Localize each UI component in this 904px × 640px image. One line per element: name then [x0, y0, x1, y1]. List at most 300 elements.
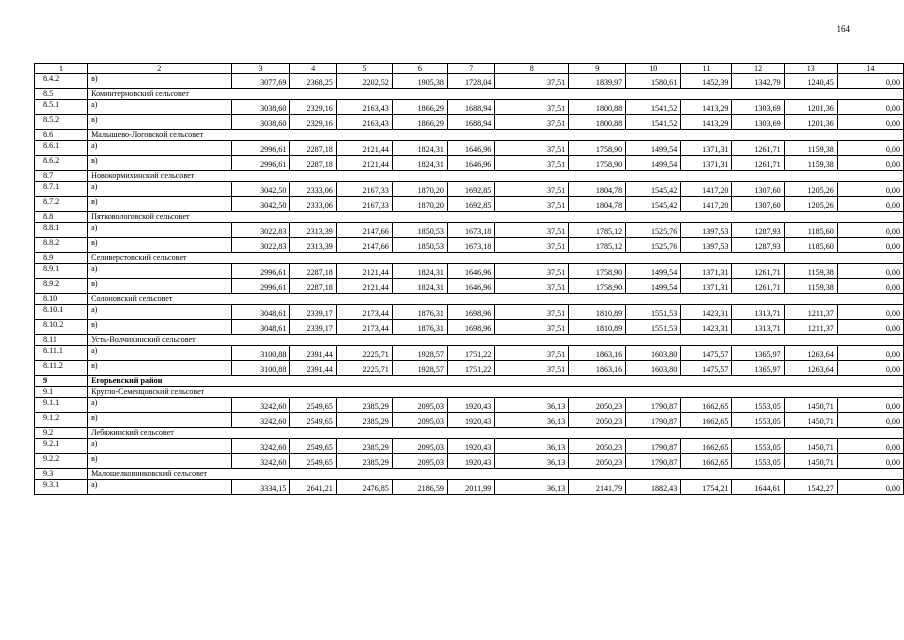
column-header: 4	[290, 64, 336, 74]
row-code: 9.1.2	[35, 413, 88, 428]
section-code: 9.2	[35, 428, 88, 439]
value-cell: 36,13	[495, 413, 569, 428]
value-cell: 2287,18	[290, 156, 336, 171]
column-header: 2	[88, 64, 231, 74]
row-letter: в)	[88, 320, 231, 335]
value-cell: 2329,16	[290, 100, 336, 115]
section-row	[35, 387, 904, 398]
value-cell: 37,51	[495, 197, 569, 212]
row-code: 8.7.2	[35, 197, 88, 212]
value-cell: 2339,17	[290, 320, 336, 335]
column-header: 9	[569, 64, 626, 74]
value-cell: 2163,43	[336, 100, 392, 115]
table-row	[35, 115, 904, 130]
column-header: 5	[336, 64, 392, 74]
value-cell: 2121,44	[336, 279, 392, 294]
table-row	[35, 74, 904, 89]
row-letter: а)	[88, 223, 231, 238]
value-cell: 1603,80	[626, 346, 681, 361]
row-letter: а)	[88, 305, 231, 320]
value-cell: 1920,43	[447, 454, 494, 469]
column-header: 3	[231, 64, 290, 74]
value-cell: 1211,37	[784, 320, 837, 335]
table-row	[35, 413, 904, 428]
value-cell: 1800,88	[569, 115, 626, 130]
value-cell: 2333,06	[290, 182, 336, 197]
value-cell: 37,51	[495, 279, 569, 294]
value-cell: 37,51	[495, 361, 569, 376]
table-row	[35, 361, 904, 376]
value-cell: 1397,53	[681, 238, 732, 253]
value-cell: 1371,31	[681, 279, 732, 294]
value-cell: 2167,33	[336, 182, 392, 197]
value-cell: 1475,57	[681, 346, 732, 361]
value-cell: 1545,42	[626, 182, 681, 197]
value-cell: 2147,66	[336, 223, 392, 238]
value-cell: 1303,69	[732, 115, 784, 130]
value-cell: 1417,20	[681, 182, 732, 197]
value-cell: 1499,54	[626, 264, 681, 279]
value-cell: 1545,42	[626, 197, 681, 212]
value-cell: 3242,60	[231, 454, 290, 469]
value-cell: 1261,71	[732, 279, 784, 294]
row-letter: а)	[88, 480, 231, 495]
value-cell: 0,00	[837, 197, 903, 212]
row-code: 8.8.1	[35, 223, 88, 238]
value-cell: 1159,38	[784, 264, 837, 279]
value-cell: 1790,87	[626, 398, 681, 413]
column-header: 14	[837, 64, 903, 74]
value-cell: 0,00	[837, 141, 903, 156]
value-cell: 3042,50	[231, 197, 290, 212]
value-cell: 3242,60	[231, 398, 290, 413]
value-cell: 2329,16	[290, 115, 336, 130]
value-cell: 1159,38	[784, 279, 837, 294]
table-row	[35, 454, 904, 469]
row-letter: в)	[88, 279, 231, 294]
value-cell: 1185,60	[784, 238, 837, 253]
value-cell: 1824,31	[392, 264, 447, 279]
value-cell: 3242,60	[231, 413, 290, 428]
value-cell: 1205,26	[784, 197, 837, 212]
value-cell: 2050,23	[569, 454, 626, 469]
value-cell: 2333,06	[290, 197, 336, 212]
value-cell: 1541,52	[626, 100, 681, 115]
value-cell: 1313,71	[732, 305, 784, 320]
value-cell: 1313,71	[732, 320, 784, 335]
value-cell: 1413,29	[681, 100, 732, 115]
value-cell: 1920,43	[447, 398, 494, 413]
value-cell: 2391,44	[290, 346, 336, 361]
value-cell: 0,00	[837, 320, 903, 335]
value-cell: 2121,44	[336, 264, 392, 279]
value-cell: 2313,39	[290, 223, 336, 238]
value-cell: 0,00	[837, 305, 903, 320]
page-number: 164	[836, 24, 850, 34]
value-cell: 1287,93	[732, 238, 784, 253]
value-cell: 1646,96	[447, 141, 494, 156]
value-cell: 1866,29	[392, 100, 447, 115]
value-cell: 1342,79	[732, 74, 784, 89]
value-cell: 3042,50	[231, 182, 290, 197]
row-letter: а)	[88, 398, 231, 413]
table-row	[35, 346, 904, 361]
value-cell: 2385,29	[336, 398, 392, 413]
value-cell: 2339,17	[290, 305, 336, 320]
value-cell: 1800,88	[569, 100, 626, 115]
value-cell: 1785,12	[569, 238, 626, 253]
value-cell: 37,51	[495, 100, 569, 115]
row-code: 8.10.1	[35, 305, 88, 320]
row-letter: а)	[88, 141, 231, 156]
value-cell: 1423,31	[681, 305, 732, 320]
value-cell: 2050,23	[569, 439, 626, 454]
value-cell: 2287,18	[290, 264, 336, 279]
table-row	[35, 480, 904, 495]
section-row	[35, 130, 904, 141]
value-cell: 3048,61	[231, 305, 290, 320]
value-cell: 3038,60	[231, 115, 290, 130]
value-cell: 0,00	[837, 74, 903, 89]
value-cell: 2095,03	[392, 398, 447, 413]
value-cell: 2050,23	[569, 398, 626, 413]
value-cell: 1646,96	[447, 156, 494, 171]
value-cell: 2173,44	[336, 320, 392, 335]
value-cell: 1263,64	[784, 346, 837, 361]
section-name: Усть-Волчихинский сельсовет	[88, 335, 904, 346]
row-letter: в)	[88, 197, 231, 212]
row-code: 9.3.1	[35, 480, 88, 495]
value-cell: 0,00	[837, 480, 903, 495]
value-cell: 3038,60	[231, 100, 290, 115]
value-cell: 1870,20	[392, 182, 447, 197]
table-row	[35, 439, 904, 454]
value-cell: 1646,96	[447, 279, 494, 294]
value-cell: 36,13	[495, 480, 569, 495]
column-header: 10	[626, 64, 681, 74]
value-cell: 1673,18	[447, 238, 494, 253]
value-cell: 37,51	[495, 156, 569, 171]
section-code: 8.7	[35, 171, 88, 182]
value-cell: 1307,60	[732, 182, 784, 197]
value-cell: 1850,53	[392, 223, 447, 238]
value-cell: 1450,71	[784, 454, 837, 469]
value-cell: 1240,45	[784, 74, 837, 89]
value-cell: 1673,18	[447, 223, 494, 238]
value-cell: 1261,71	[732, 156, 784, 171]
value-cell: 1824,31	[392, 141, 447, 156]
row-code: 8.7.1	[35, 182, 88, 197]
row-letter: в)	[88, 238, 231, 253]
value-cell: 1417,20	[681, 197, 732, 212]
value-cell: 3334,15	[231, 480, 290, 495]
value-cell: 1804,78	[569, 182, 626, 197]
value-cell: 1790,87	[626, 454, 681, 469]
value-cell: 37,51	[495, 238, 569, 253]
value-cell: 1662,65	[681, 439, 732, 454]
value-cell: 3100,88	[231, 346, 290, 361]
table-row	[35, 197, 904, 212]
value-cell: 1863,16	[569, 346, 626, 361]
row-code: 8.5.2	[35, 115, 88, 130]
section-name: Пятковологовской сельсовет	[88, 212, 904, 223]
value-cell: 3242,60	[231, 439, 290, 454]
value-cell: 2549,65	[290, 413, 336, 428]
value-cell: 1698,96	[447, 320, 494, 335]
value-cell: 1159,38	[784, 156, 837, 171]
value-cell: 1287,93	[732, 223, 784, 238]
row-letter: в)	[88, 115, 231, 130]
section-name: Новокормихинский сельсовет	[88, 171, 904, 182]
row-code: 8.9.1	[35, 264, 88, 279]
value-cell: 2225,71	[336, 346, 392, 361]
value-cell: 1662,65	[681, 398, 732, 413]
value-cell: 2173,44	[336, 305, 392, 320]
value-cell: 1201,36	[784, 100, 837, 115]
section-code: 9	[35, 376, 88, 387]
row-code: 8.6.1	[35, 141, 88, 156]
value-cell: 0,00	[837, 413, 903, 428]
value-cell: 1785,12	[569, 223, 626, 238]
value-cell: 1551,53	[626, 305, 681, 320]
value-cell: 1450,71	[784, 398, 837, 413]
value-cell: 2996,61	[231, 279, 290, 294]
value-cell: 37,51	[495, 346, 569, 361]
value-cell: 1920,43	[447, 439, 494, 454]
row-letter: в)	[88, 156, 231, 171]
value-cell: 3100,88	[231, 361, 290, 376]
value-cell: 2368,25	[290, 74, 336, 89]
value-cell: 1365,97	[732, 361, 784, 376]
value-cell: 2996,61	[231, 141, 290, 156]
value-cell: 1758,90	[569, 279, 626, 294]
value-cell: 2202,52	[336, 74, 392, 89]
value-cell: 1580,61	[626, 74, 681, 89]
table-row	[35, 279, 904, 294]
value-cell: 1698,96	[447, 305, 494, 320]
value-cell: 2095,03	[392, 439, 447, 454]
value-cell: 1876,31	[392, 320, 447, 335]
value-cell: 1159,38	[784, 141, 837, 156]
section-name: Лебяжинский сельсовет	[88, 428, 904, 439]
table-row	[35, 305, 904, 320]
value-cell: 1499,54	[626, 156, 681, 171]
value-cell: 2391,44	[290, 361, 336, 376]
value-cell: 0,00	[837, 115, 903, 130]
value-cell: 1662,65	[681, 454, 732, 469]
table-row	[35, 182, 904, 197]
value-cell: 36,13	[495, 454, 569, 469]
value-cell: 1905,38	[392, 74, 447, 89]
row-code: 8.11.1	[35, 346, 88, 361]
row-code: 8.5.1	[35, 100, 88, 115]
value-cell: 1553,05	[732, 454, 784, 469]
value-cell: 0,00	[837, 182, 903, 197]
value-cell: 1728,04	[447, 74, 494, 89]
row-letter: а)	[88, 346, 231, 361]
row-letter: а)	[88, 100, 231, 115]
value-cell: 1810,89	[569, 320, 626, 335]
value-cell: 1371,31	[681, 141, 732, 156]
value-cell: 1371,31	[681, 264, 732, 279]
section-row	[35, 335, 904, 346]
table-row	[35, 264, 904, 279]
table-row	[35, 238, 904, 253]
row-letter: а)	[88, 439, 231, 454]
value-cell: 1525,76	[626, 238, 681, 253]
value-cell: 1541,52	[626, 115, 681, 130]
value-cell: 2186,59	[392, 480, 447, 495]
value-cell: 2385,29	[336, 454, 392, 469]
value-cell: 2549,65	[290, 439, 336, 454]
value-cell: 1863,16	[569, 361, 626, 376]
value-cell: 1261,71	[732, 141, 784, 156]
value-cell: 1692,85	[447, 182, 494, 197]
value-cell: 1790,87	[626, 439, 681, 454]
value-cell: 3077,69	[231, 74, 290, 89]
value-cell: 0,00	[837, 439, 903, 454]
value-cell: 36,13	[495, 398, 569, 413]
row-letter: в)	[88, 413, 231, 428]
table-row	[35, 100, 904, 115]
section-name: Солоновский сельсовет	[88, 294, 904, 305]
value-cell: 1758,90	[569, 264, 626, 279]
section-row	[35, 428, 904, 439]
value-cell: 2313,39	[290, 238, 336, 253]
value-cell: 2141,79	[569, 480, 626, 495]
value-cell: 1397,53	[681, 223, 732, 238]
value-cell: 1263,64	[784, 361, 837, 376]
value-cell: 0,00	[837, 264, 903, 279]
value-cell: 2549,65	[290, 454, 336, 469]
value-cell: 1882,43	[626, 480, 681, 495]
value-cell: 0,00	[837, 100, 903, 115]
section-row	[35, 253, 904, 264]
value-cell: 0,00	[837, 156, 903, 171]
value-cell: 1692,85	[447, 197, 494, 212]
value-cell: 1751,22	[447, 346, 494, 361]
row-code: 8.9.2	[35, 279, 88, 294]
value-cell: 1804,78	[569, 197, 626, 212]
value-cell: 2385,29	[336, 413, 392, 428]
value-cell: 1824,31	[392, 156, 447, 171]
value-cell: 1758,90	[569, 156, 626, 171]
section-code: 8.6	[35, 130, 88, 141]
section-row	[35, 469, 904, 480]
section-name: Егорьевский район	[88, 376, 904, 387]
value-cell: 1751,22	[447, 361, 494, 376]
column-header: 7	[447, 64, 494, 74]
section-name: Малышево-Логовской сельсовет	[88, 130, 904, 141]
section-name: Кругло-Семенцовский сельсовет	[88, 387, 904, 398]
value-cell: 1754,21	[681, 480, 732, 495]
value-cell: 1790,87	[626, 413, 681, 428]
row-code: 8.4.2	[35, 74, 88, 89]
value-cell: 1876,31	[392, 305, 447, 320]
row-letter: а)	[88, 264, 231, 279]
row-code: 9.2.2	[35, 454, 88, 469]
value-cell: 1205,26	[784, 182, 837, 197]
tariff-table	[34, 63, 904, 495]
value-cell: 1824,31	[392, 279, 447, 294]
value-cell: 0,00	[837, 361, 903, 376]
column-header: 11	[681, 64, 732, 74]
row-code: 8.6.2	[35, 156, 88, 171]
value-cell: 2641,21	[290, 480, 336, 495]
value-cell: 1201,36	[784, 115, 837, 130]
value-cell: 2121,44	[336, 156, 392, 171]
section-row	[35, 294, 904, 305]
value-cell: 2011,99	[447, 480, 494, 495]
value-cell: 1553,05	[732, 439, 784, 454]
header-row	[35, 64, 904, 74]
value-cell: 1688,94	[447, 100, 494, 115]
value-cell: 2050,23	[569, 413, 626, 428]
value-cell: 2549,65	[290, 398, 336, 413]
value-cell: 1450,71	[784, 413, 837, 428]
value-cell: 2996,61	[231, 156, 290, 171]
table-row	[35, 156, 904, 171]
column-header: 1	[35, 64, 88, 74]
value-cell: 1870,20	[392, 197, 447, 212]
value-cell: 1452,39	[681, 74, 732, 89]
value-cell: 0,00	[837, 454, 903, 469]
section-code: 9.3	[35, 469, 88, 480]
row-letter: в)	[88, 74, 231, 89]
value-cell: 1603,80	[626, 361, 681, 376]
value-cell: 0,00	[837, 223, 903, 238]
row-code: 9.2.1	[35, 439, 88, 454]
section-row	[35, 376, 904, 387]
value-cell: 37,51	[495, 115, 569, 130]
row-code: 9.1.1	[35, 398, 88, 413]
value-cell: 1928,57	[392, 361, 447, 376]
row-letter: а)	[88, 182, 231, 197]
value-cell: 1810,89	[569, 305, 626, 320]
section-row	[35, 171, 904, 182]
section-name: Селиверстовский сельсовет	[88, 253, 904, 264]
value-cell: 1758,90	[569, 141, 626, 156]
value-cell: 37,51	[495, 305, 569, 320]
value-cell: 1371,31	[681, 156, 732, 171]
row-letter: в)	[88, 361, 231, 376]
value-cell: 1866,29	[392, 115, 447, 130]
value-cell: 0,00	[837, 279, 903, 294]
value-cell: 1839,97	[569, 74, 626, 89]
section-code: 8.8	[35, 212, 88, 223]
column-header: 8	[495, 64, 569, 74]
value-cell: 3048,61	[231, 320, 290, 335]
section-code: 8.10	[35, 294, 88, 305]
section-name: Малошелковниковский сельсовет	[88, 469, 904, 480]
value-cell: 0,00	[837, 346, 903, 361]
value-cell: 2287,18	[290, 279, 336, 294]
value-cell: 1423,31	[681, 320, 732, 335]
value-cell: 1499,54	[626, 141, 681, 156]
value-cell: 1646,96	[447, 264, 494, 279]
section-code: 8.5	[35, 89, 88, 100]
section-name: Коминтерновский сельсовет	[88, 89, 904, 100]
value-cell: 2385,29	[336, 439, 392, 454]
value-cell: 1261,71	[732, 264, 784, 279]
value-cell: 2147,66	[336, 238, 392, 253]
value-cell: 2287,18	[290, 141, 336, 156]
value-cell: 1662,65	[681, 413, 732, 428]
row-letter: в)	[88, 454, 231, 469]
value-cell: 1185,60	[784, 223, 837, 238]
section-row	[35, 89, 904, 100]
table-row	[35, 141, 904, 156]
